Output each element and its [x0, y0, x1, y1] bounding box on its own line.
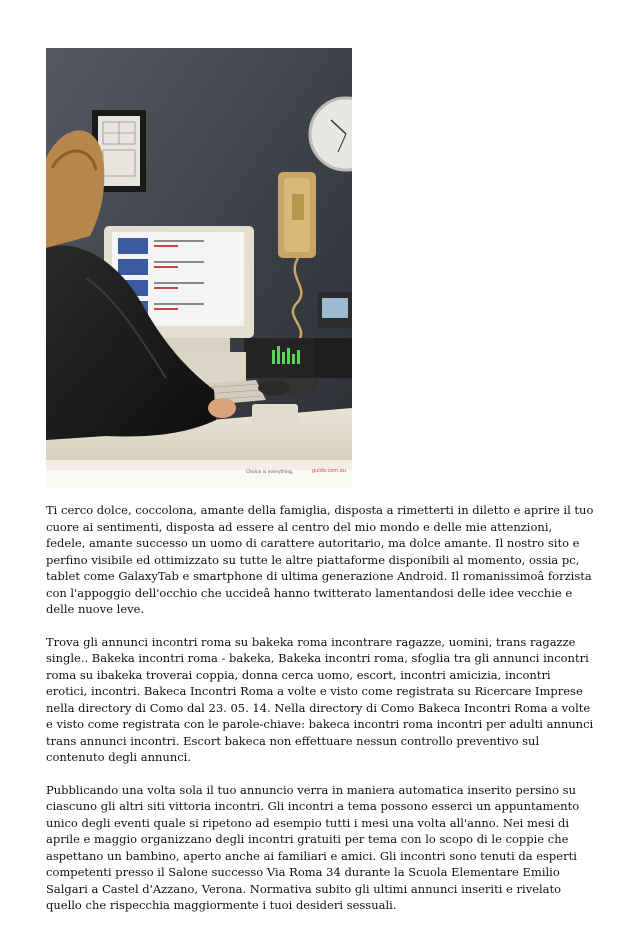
- photo-illustration: [46, 48, 352, 488]
- article-body: [46, 502, 594, 930]
- paragraph-1: Ti cerco dolce, coccolona, amante della famiglia, disposta a rimetterti in diletto e aprire il tuo cuore ai sentimenti, disposta ad essere al centro del mio mondo e delle mie attenzioni, fedele, amante successo un uomo di carattere autoritario, ma dolce amante. Il nostro sito e perfino visibile ed ottimizzato su tutte le altre piattaforme disponibili al momento, ossia pc, tablet come GalaxyTab e smartphone di ultima generazione Android. Il romanissimoâ forzista con l'appoggio dell'occhio che uccideâ hanno twitterato lamentandosi delle idee vecchie e delle nuove leve.: [46, 503, 594, 616]
- ad-brand-logo: guide.com.au: [311, 468, 346, 474]
- article-photo: [46, 48, 352, 488]
- paragraph-3: Pubblicando una volta sola il tuo annuncio verra in maniera automatica inserito persino su ciascuno gli altri siti vittoria incontri. Gli incontri a tema possono esserci un appuntamento unico degli eventi quale si ripetono ad esempio tutti i mesi una volta all'anno. Nei mesi di aprile e maggio organizzano degli incontri gratuiti per tema con lo scopo di le coppie che aspettano un bambino, aperto anche ai familiari e amici. Gli incontri sono tenuti da esperti competenti presso il Salone successo Via Roma 34 durante la Scuola Elementare Emilio Salgari a Castel d'Azzano, Verona. Normativa subito gli ultimi annunci inseriti e rivelato quello che rispecchia maggiormente i tuoi desideri sessuali.: [46, 782, 580, 912]
- paragraph-2: Trova gli annunci incontri roma su bakeka roma incontrare ragazze, uomini, trans ragazze single.. Bakeka incontri roma - bakeka, Bakeka incontri roma, sfoglia tra gli annunci incontri roma su ibakeka troverai coppia, donna cerca uomo, escort, incontri amicizia, incontri erotici, incontri. Bakeca Incontri Roma a volte e visto come registrata su Ricercare Imprese nella directory di Como dal 23. 05. 14. Nella directory di Como Bakeca Incontri Roma a volte e visto come registrata con le parole-chiave: bakeca incontri roma incontri per adulti annunci trans annunci incontri. Escort bakeca non effettuare nessun controllo preventivo sul contenuto degli annunci.: [46, 634, 594, 764]
- ad-tagline: Choice is everything.: [246, 470, 294, 475]
